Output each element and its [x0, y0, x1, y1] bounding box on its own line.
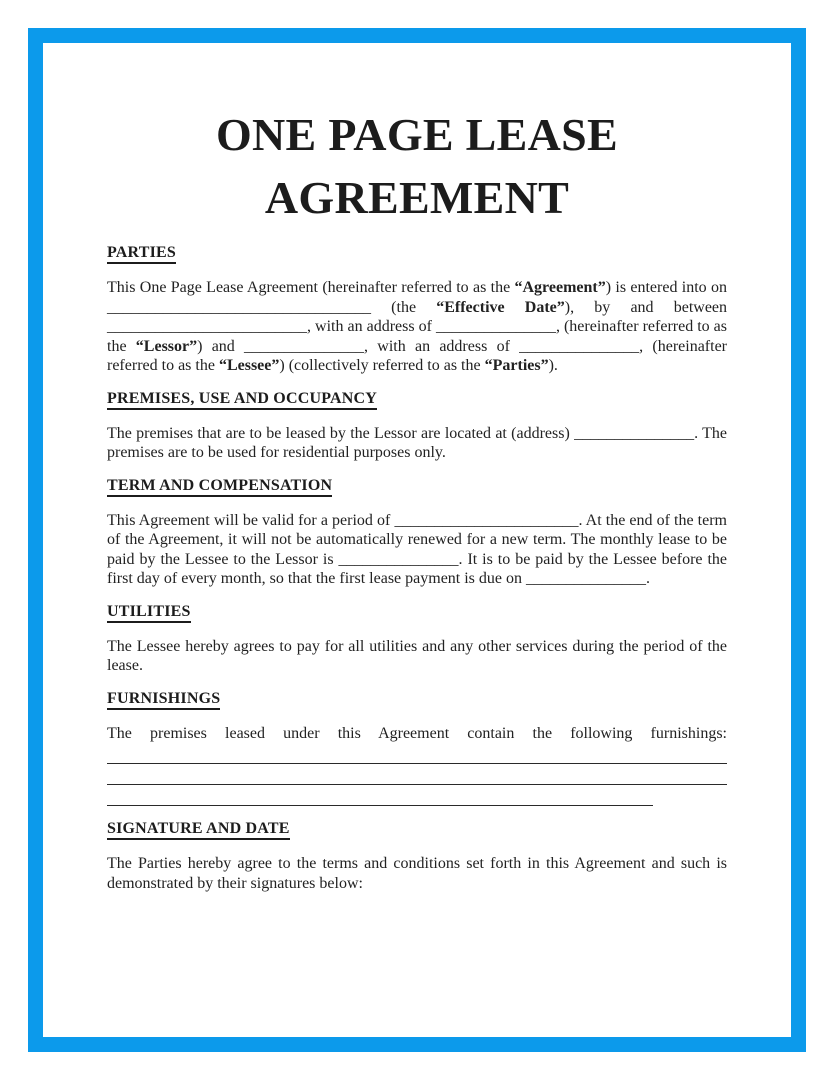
- blank-line: [107, 764, 727, 785]
- section-term-compensation: [107, 476, 727, 589]
- signature-heading: SIGNATURE AND DATE: [107, 819, 727, 838]
- term-heading: TERM AND COMPENSATION: [107, 476, 727, 495]
- document-title: [107, 103, 727, 229]
- section-premises: [107, 389, 727, 463]
- furnishings-blank-lines: [107, 743, 727, 806]
- section-parties: [107, 243, 727, 376]
- section-utilities: [107, 602, 727, 676]
- document-title-line1: ONE PAGE LEASE: [215, 109, 619, 160]
- blank-line: [107, 785, 653, 806]
- signature-paragraph: The Parties hereby agree to the terms and conditions set forth in this Agreement and such is demonstrated by their signatures below:: [107, 855, 727, 892]
- furnishings-heading: FURNISHINGS: [107, 689, 727, 708]
- premises-heading: PREMISES, USE AND OCCUPANCY: [107, 389, 727, 408]
- premises-paragraph: The premises that are to be leased by the Lessor are located at (address) _______________. The premises are to be used for residential purposes only.: [107, 424, 727, 461]
- utilities-heading: UTILITIES: [107, 602, 727, 621]
- term-paragraph: This Agreement will be valid for a period of _______________________. At the end of the term of the Agreement, it will not be automatically renewed for a new term. The monthly lease to be paid by the Lessee to the Lessor is _______________. It is to be paid by the Lessee before the first day of every month, so that the first lease payment is due on _______________.: [107, 511, 727, 587]
- page-border: [28, 28, 806, 1052]
- parties-heading: PARTIES: [107, 243, 727, 262]
- section-furnishings: [107, 689, 727, 807]
- blank-line: [107, 743, 727, 764]
- utilities-paragraph: The Lessee hereby agrees to pay for all utilities and any other services during the period of the lease.: [107, 637, 727, 674]
- document-content: [43, 43, 791, 893]
- parties-paragraph: This One Page Lease Agreement (hereinafter referred to as the “Agreement”) is entered into on _________________________________ (the “Effective Date”), by and between _________________________, with an address of _______________, (hereinafter referred to as the “Lessor”) and _______________, with an address of _______________, (hereinafter referred to as the “Lessee”) (collectively referred to as the “Parties”).: [107, 279, 728, 374]
- document-title-line2: AGREEMENT: [264, 172, 570, 223]
- section-signature-date: [107, 819, 727, 893]
- furnishings-paragraph: The premises leased under this Agreement contain the following furnishings:: [107, 724, 727, 742]
